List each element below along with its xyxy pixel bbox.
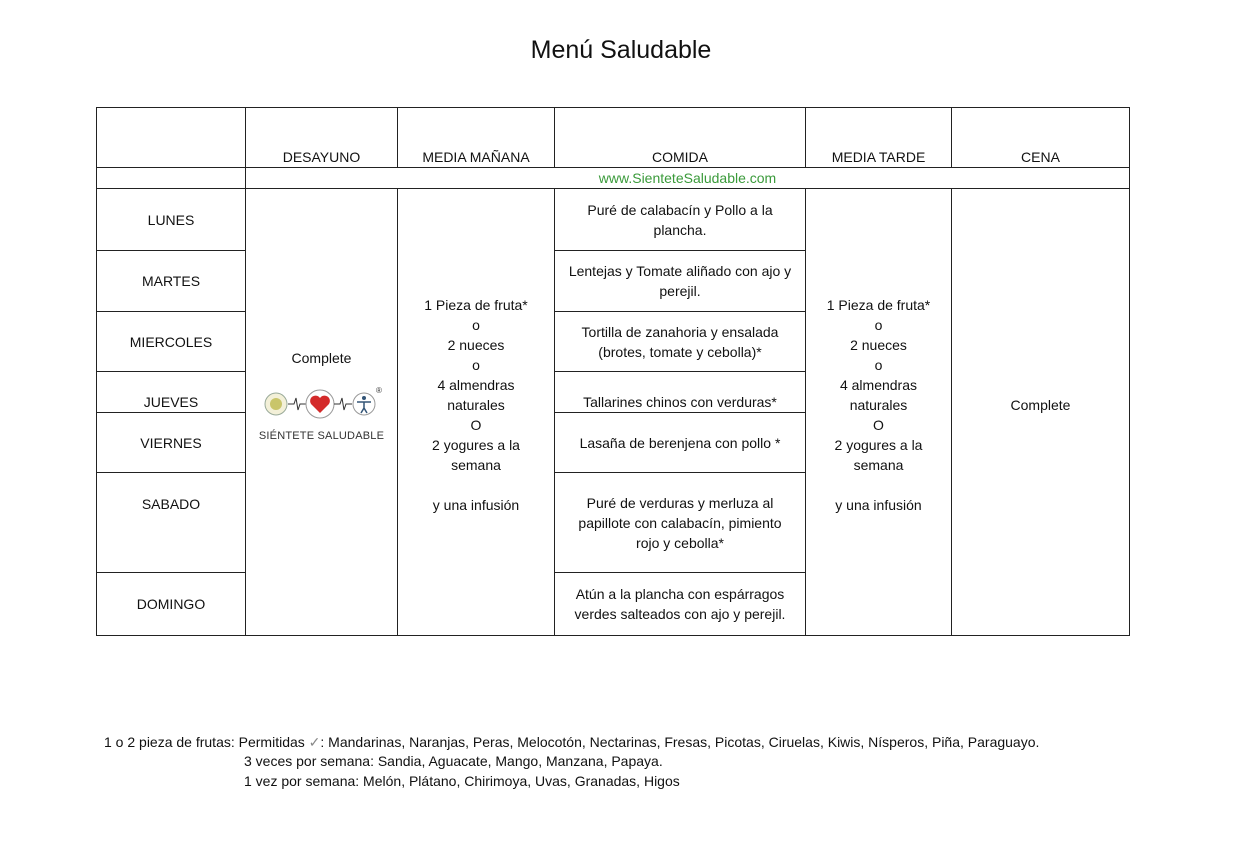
day-jueves: JUEVES <box>96 371 246 413</box>
day-lunes: LUNES <box>96 188 246 251</box>
header-media-manana: MEDIA MAÑANA <box>397 107 555 168</box>
website-link[interactable]: www.SienteteSaludable.com <box>245 167 1130 189</box>
comida-sabado: Puré de verduras y merluza al papillote con calabacín, pimiento rojo y cebolla* <box>554 472 806 573</box>
cena-cell: Complete <box>951 188 1130 636</box>
header-comida: COMIDA <box>554 107 806 168</box>
fruit-note-line1 <box>104 733 1039 753</box>
comida-lunes: Puré de calabacín y Pollo a la plancha. <box>554 188 806 251</box>
svg-text:®: ® <box>375 386 382 395</box>
media-manana-cell: 1 Pieza de fruta* o 2 nueces o 4 almendras naturales O 2 yogures a la semana y una infusión <box>397 188 555 636</box>
logo-heart-icon <box>262 386 382 422</box>
fruit-note-line3: 1 vez por semana: Melón, Plátano, Chirimoya, Uvas, Granadas, Higos <box>244 773 680 789</box>
page-title: Menú Saludable <box>530 36 712 64</box>
siente-saludable-logo <box>259 386 384 446</box>
header-desayuno: DESAYUNO <box>245 107 398 168</box>
header-media-tarde: MEDIA TARDE <box>805 107 952 168</box>
desayuno-text: Complete <box>291 350 352 366</box>
logo-text: SIÉNTETE SALUDABLE <box>258 430 385 442</box>
desayuno-cell <box>245 188 398 636</box>
day-martes: MARTES <box>96 250 246 312</box>
header-empty-cell <box>96 107 246 168</box>
comida-miercoles: Tortilla de zanahoria y ensalada (brotes, tomate y cebolla)* <box>554 311 806 372</box>
fruit-note-line2: 3 veces por semana: Sandia, Aguacate, Mango, Manzana, Papaya. <box>244 753 663 769</box>
header-cena: CENA <box>951 107 1130 168</box>
fruit-note-prefix: 1 o 2 pieza de frutas: Permitidas <box>104 734 309 750</box>
day-domingo: DOMINGO <box>96 572 246 636</box>
comida-jueves: Tallarines chinos con verduras* <box>554 371 806 413</box>
day-sabado: SABADO <box>96 472 246 573</box>
day-miercoles: MIERCOLES <box>96 311 246 372</box>
media-tarde-cell: 1 Pieza de fruta* o 2 nueces o 4 almendras naturales O 2 yogures a la semana y una infusión <box>805 188 952 636</box>
check-icon: ✓ <box>308 734 321 750</box>
fruit-note-list: : Mandarinas, Naranjas, Peras, Melocotón, Nectarinas, Fresas, Picotas, Ciruelas, Kiwis, Nísperos, Piña, Paraguayo. <box>320 734 1040 750</box>
comida-viernes: Lasaña de berenjena con pollo * <box>554 412 806 473</box>
empty-cell <box>96 167 246 189</box>
comida-martes: Lentejas y Tomate aliñado con ajo y perejil. <box>554 250 806 312</box>
comida-domingo: Atún a la plancha con espárragos verdes salteados con ajo y perejil. <box>554 572 806 636</box>
day-viernes: VIERNES <box>96 412 246 473</box>
